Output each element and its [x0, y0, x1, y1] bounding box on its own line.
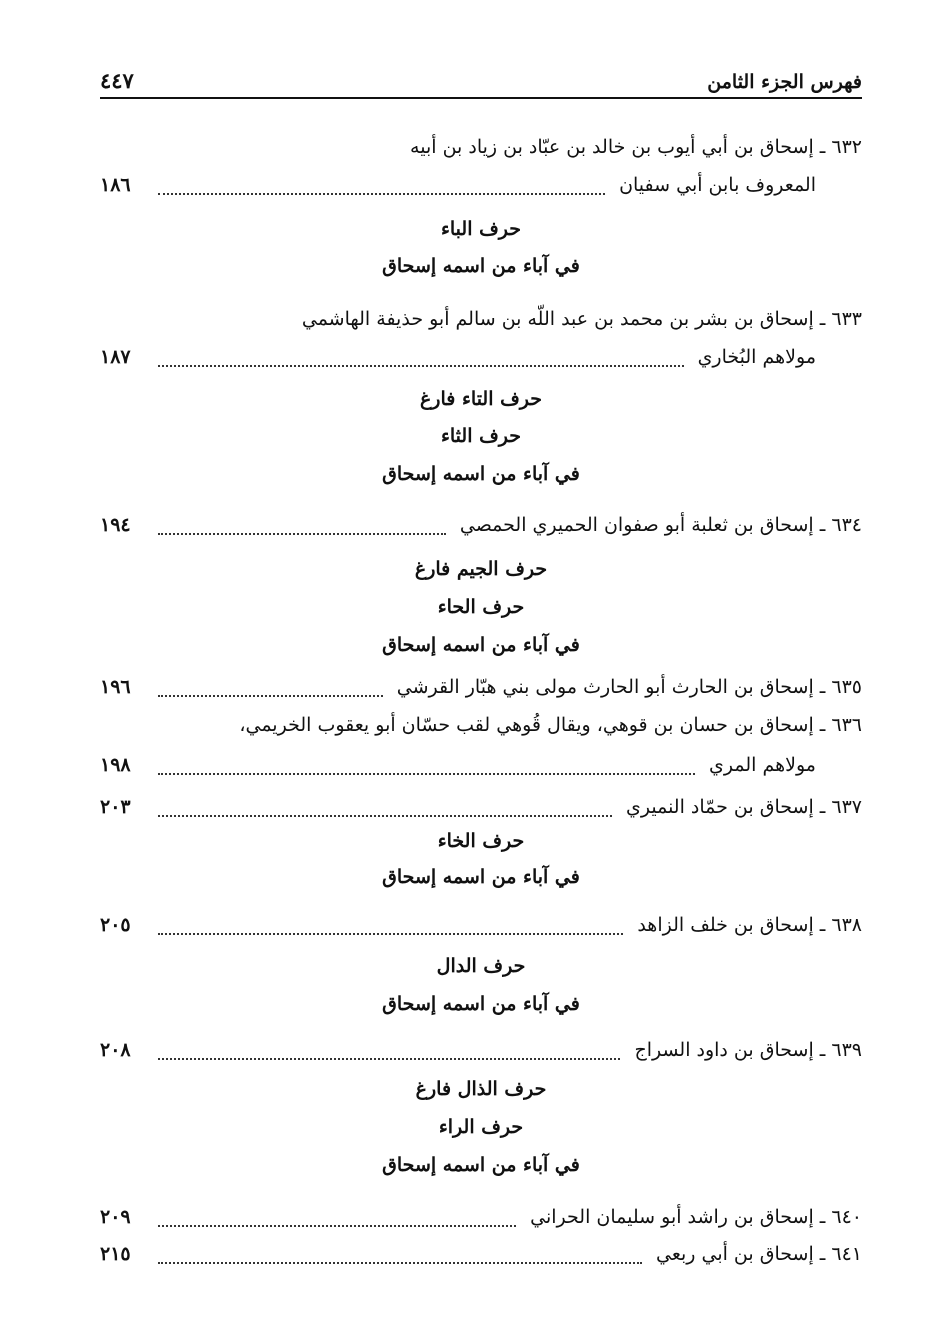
toc-entry: [100, 508, 862, 542]
entry-text: مولاهم المري: [709, 754, 816, 776]
dot-leader: [158, 359, 684, 367]
dot-leader: [158, 187, 605, 195]
section-heading: في آباء من اسمه إسحاق: [382, 463, 580, 485]
section-heading: حرف الحاء: [437, 596, 525, 618]
entry-page-number: ١٨٧: [100, 346, 131, 368]
section-heading: حرف التاء فارغ: [419, 388, 543, 410]
section-heading: في آباء من اسمه إسحاق: [382, 993, 580, 1015]
entry-text: ٦٣٨ ـ إسحاق بن خلف الزاهد: [637, 914, 862, 936]
entry-text: ٦٣٥ ـ إسحاق بن الحارث أبو الحارث مولى بني هبّار القرشي: [396, 676, 862, 698]
entry-page-number: ٢٠٨: [100, 1039, 131, 1061]
entry-text: ٦٣٩ ـ إسحاق بن داود السراج: [634, 1039, 862, 1061]
section-heading: في آباء من اسمه إسحاق: [382, 1154, 580, 1176]
entry-text: ٦٤٠ ـ إسحاق بن راشد أبو سليمان الحراني: [530, 1206, 862, 1228]
dot-leader: [158, 1052, 620, 1060]
page-header: [100, 55, 862, 99]
entry-page-number: ٢٠٣: [100, 796, 131, 818]
entry-page-number: ١٩٤: [100, 514, 131, 536]
section-heading: حرف الخاء: [437, 830, 525, 852]
section-heading: حرف الثاء: [440, 425, 522, 447]
toc-entry: [100, 708, 862, 742]
entry-text: ٦٣٦ ـ إسحاق بن حسان بن قوهي، ويقال قُوهي لقب حسّان أبو يعقوب الخريمي،: [239, 714, 862, 736]
entry-page-number: ٢١٥: [100, 1243, 131, 1265]
toc-entry: [100, 1237, 862, 1271]
section-heading: حرف الذال فارغ: [415, 1078, 547, 1100]
entry-text: ٦٣٧ ـ إسحاق بن حمّاد النميري: [626, 796, 862, 818]
toc-entry: [100, 790, 862, 824]
running-title: فهرس الجزء الثامن: [707, 71, 862, 93]
section-heading: حرف الجيم فارغ: [414, 558, 548, 580]
toc-entry: [100, 670, 862, 704]
dot-leader: [158, 927, 623, 935]
section-heading: حرف الراء: [438, 1116, 524, 1138]
section-heading: حرف الباء: [440, 218, 522, 240]
toc-entry: [100, 340, 862, 374]
entry-page-number: ٢٠٩: [100, 1206, 131, 1228]
toc-entry: [100, 1200, 862, 1234]
entry-page-number: ١٨٦: [100, 174, 131, 196]
entry-page-number: ١٩٦: [100, 676, 131, 698]
section-heading: في آباء من اسمه إسحاق: [382, 866, 580, 888]
page-number: ٤٤٧: [100, 68, 134, 93]
entry-text: ٦٤١ ـ إسحاق بن أبي ربعي: [655, 1243, 862, 1265]
dot-leader: [158, 809, 612, 817]
entry-text: المعروف بابن أبي سفيان: [619, 174, 816, 196]
toc-entry: [100, 748, 862, 782]
entry-page-number: ١٩٨: [100, 754, 131, 776]
dot-leader: [158, 1219, 516, 1227]
entry-text: ٦٣٢ ـ إسحاق بن أبي أيوب بن خالد بن عبّاد بن زياد بن أبيه: [410, 136, 862, 158]
toc-entry: [100, 908, 862, 942]
dot-leader: [158, 527, 446, 535]
toc-entry: [100, 130, 862, 164]
toc-entry: [100, 1033, 862, 1067]
toc-entry: [100, 168, 862, 202]
section-heading: حرف الدال: [436, 955, 526, 977]
toc-entry: [100, 302, 862, 336]
section-heading: في آباء من اسمه إسحاق: [382, 634, 580, 656]
entry-text: ٦٣٤ ـ إسحاق بن ثعلبة أبو صفوان الحميري الحمصي: [459, 514, 862, 536]
dot-leader: [158, 767, 695, 775]
entry-page-number: ٢٠٥: [100, 914, 131, 936]
dot-leader: [158, 689, 383, 697]
section-heading: في آباء من اسمه إسحاق: [382, 255, 580, 277]
entry-text: ٦٣٣ ـ إسحاق بن بشر بن محمد بن عبد اللّه بن سالم أبو حذيفة الهاشمي: [301, 308, 862, 330]
entry-text: مولاهم البُخاري: [697, 346, 816, 368]
dot-leader: [158, 1256, 642, 1264]
